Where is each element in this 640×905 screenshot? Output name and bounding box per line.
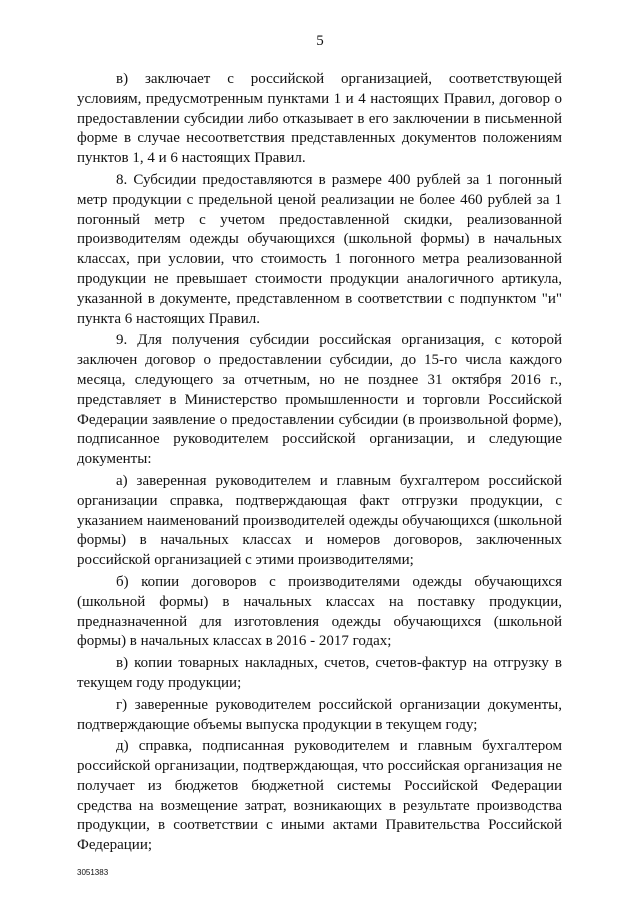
document-body — [77, 70, 562, 858]
paragraph-item-8: 8. Субсидии предоставляются в размере 400 рублей за 1 погонный метр продукции с предельной ценой реализации не более 460 рублей за 1 погонный метр с учетом предоставленной скидки, реализованной производителям одежды обучающихся (школьной формы) в начальных классах, при условии, что стоимость 1 погонного метра реализованной продукции не превышает стоимости продукции аналогичного артикула, указанной в документе, представленном в соответствии с подпунктом "и" пункта 6 настоящих Правил. — [77, 171, 562, 327]
document-code: 3051383 — [77, 868, 109, 877]
paragraph-subitem-d: д) справка, подписанная руководителем и главным бухгалтером российской организации, подтверждающая, что российская организация не получает из бюджетов бюджетной системы Российской Федерации средства на возмещение затрат, возникающих в результате производства продукции, в соответствии с иными актами Правительства Российской Федерации; — [77, 738, 562, 854]
paragraph-subitem-a: а) заверенная руководителем и главным бухгалтером российской организации справка, подтверждающая факт отгрузки продукции, с указанием наименований производителей одежды обучающихся (школьной формы) в начальных классах и номеров договоров, заключенных российской организацией с этими производителями; — [77, 472, 562, 569]
paragraph-item-9: 9. Для получения субсидии российская организация, с которой заключен договор о предоставлении субсидии, до 15-го числа каждого месяца, следующего за отчетным, но не позднее 31 октября 2016 г., представляет в Министерство промышленности и торговли Российской Федерации заявление о предоставлении субсидии (в произвольной форме), подписанное руководителем российской организации, и следующие документы: — [77, 332, 562, 468]
paragraph-subitem-v: в) заключает с российской организацией, соответствующей условиям, предусмотренным пунктами 1 и 4 настоящих Правил, договор о предоставлении субсидии либо отказывает в его заключении в письменной форме в случае несоответствия представленных документов положениям пунктов 1, 4 и 6 настоящих Правил. — [77, 71, 562, 167]
paragraph-subitem-v-2: в) копии товарных накладных, счетов, счетов-фактур на отгрузку в текущем году продукции; — [77, 655, 562, 691]
paragraph-subitem-b: б) копии договоров с производителями одежды обучающихся (школьной формы) в начальных классах на поставку продукции, предназначенной для изготовления одежды обучающихся (школьной формы) в начальных классах в 2016 - 2017 годах; — [77, 573, 562, 650]
page-number: 5 — [316, 33, 324, 49]
paragraph-subitem-g: г) заверенные руководителем российской организации документы, подтверждающие объемы выпуска продукции в текущем году; — [77, 696, 562, 733]
